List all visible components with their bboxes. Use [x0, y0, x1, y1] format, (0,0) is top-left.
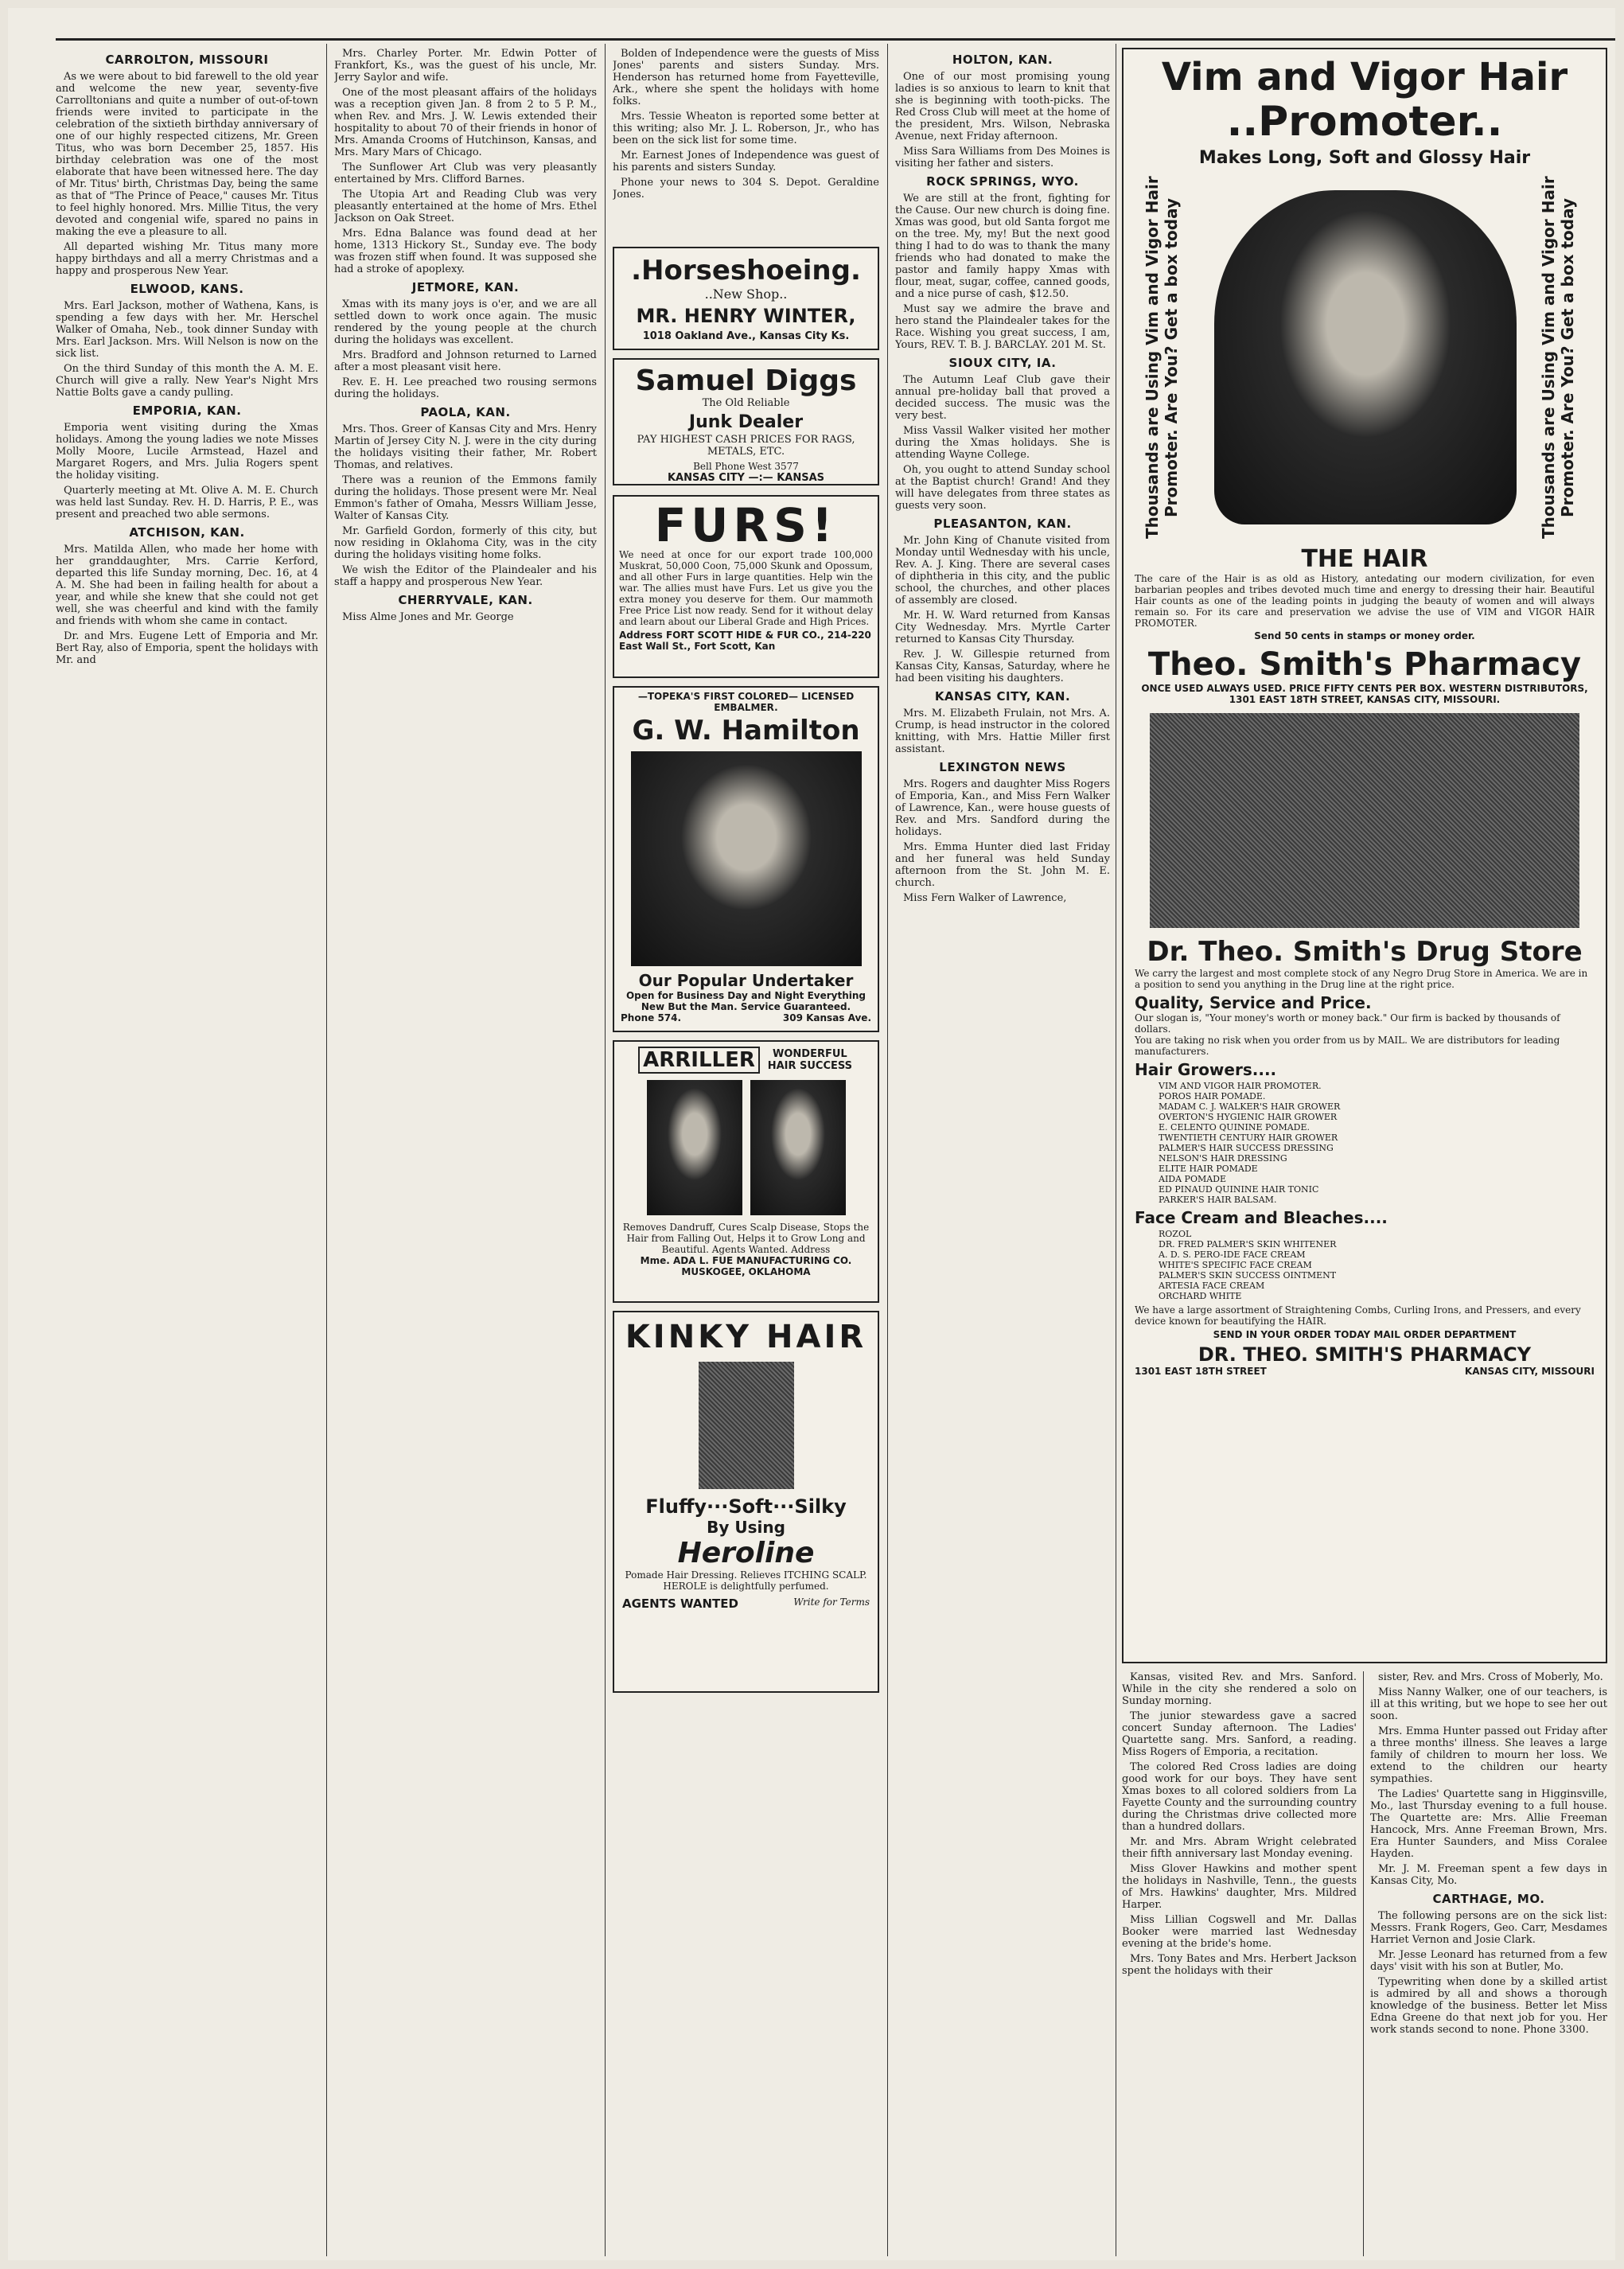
- ad-address: Address FORT SCOTT HIDE & FUR CO., 214-220 East Wall St., Fort Scott, Kan: [619, 630, 871, 652]
- product-list-item: ARTESIA FACE CREAM: [1159, 1281, 1265, 1291]
- article-text: Mrs. Rogers and daughter Miss Rogers of Emporia, Kan., and Miss Fern Walker of Lawrence, Kan., were house guests of Rev. and Mrs. Sandford during the holidays.: [895, 778, 1110, 838]
- furs-ad: [613, 495, 879, 678]
- samuel-diggs-ad: [613, 358, 879, 485]
- product-list-item: VIM AND VIGOR HAIR PROMOTER.: [1159, 1081, 1322, 1091]
- product-list-item: POROS HAIR POMADE.: [1159, 1091, 1266, 1101]
- article-text: The junior stewardess gave a sacred concert Sunday afternoon. The Ladies' Quartette sang. Mrs. Sanford, a reading. Miss Rogers of Emporia, a recitation.: [1122, 1710, 1357, 1758]
- product-list-item: PALMER'S SKIN SUCCESS OINTMENT: [1159, 1270, 1337, 1281]
- column-6: [1370, 1671, 1607, 2252]
- ad-city: KANSAS CITY —:— KANSAS: [667, 472, 825, 484]
- product-list-item: WHITE'S SPECIFIC FACE CREAM: [1159, 1260, 1312, 1270]
- article-text: As we were about to bid farewell to the old year and welcome the new year, seventy-five Carrolltonians and quite a number of out-of-town friends were invited to participate in the celebration of the sixtieth birthday anniversary of one of our highly respected citizens, Mr. Green Titus, who was born December 25, 1857. His birthday celebration was one of the most elaborate that have been witnessed here. The day of Mr. Titus' birth, Christmas Day, being the same as that of "The Prince of Peace," causes Mr. Titus to feel highly honored. Mrs. Millie Titus, the very devoted and congenial wife, spared no pains in making the eve a pleasure to all.: [56, 71, 318, 238]
- ad-subtitle: Makes Long, Soft and Glossy Hair: [1198, 148, 1531, 168]
- drug-store-interior-photo: [1150, 713, 1579, 928]
- ad-company: Mme. ADA L. FUE MANUFACTURING CO.: [640, 1255, 852, 1266]
- heading-emporia: EMPORIA, KAN.: [132, 404, 242, 418]
- article-text: Mrs. Emma Hunter passed out Friday after a three months' illness. She leaves a large family of children to mourn her loss. We extend to the children our hearty sympathies.: [1370, 1725, 1607, 1785]
- heading-paola: PAOLA, KAN.: [420, 405, 511, 419]
- drugstore-footer: DR. THEO. SMITH'S PHARMACY: [1198, 1343, 1532, 1366]
- heading-carthage: CARTHAGE, MO.: [1432, 1892, 1545, 1906]
- ad-product: Heroline: [677, 1537, 815, 1569]
- ad-brand: KINKY HAIR: [625, 1319, 867, 1355]
- ad-line: ..New Shop..: [704, 287, 788, 302]
- product-list-item: TWENTIETH CENTURY HAIR GROWER: [1159, 1133, 1338, 1143]
- ad-write: Write for Terms: [793, 1596, 870, 1608]
- ad-title: Samuel Diggs: [635, 365, 857, 397]
- article-text: Mrs. Emma Hunter died last Friday and her funeral was held Sunday afternoon from the St. John M. E. church.: [895, 841, 1110, 889]
- top-rule: [56, 38, 1615, 41]
- ad-tagline: Fluffy···Soft···Silky: [645, 1495, 847, 1518]
- kinky-hair-heroline-ad: [613, 1311, 879, 1693]
- drugstore-address: 1301 EAST 18TH STREET: [1135, 1366, 1267, 1377]
- article-text: Mrs. Bradford and Johnson returned to Larned after a most pleasant visit here.: [334, 349, 597, 373]
- article-text: Mrs. Thos. Greer of Kansas City and Mrs. Henry Martin of Jersey City N. J. were in the city during the holidays visiting their father, Mr. Robert Thomas, and relatives.: [334, 423, 597, 471]
- article-text: Mrs. Charley Porter. Mr. Edwin Potter of Frankfort, Ks., was the guest of his uncle, Mr. Jerry Saylor and wife.: [334, 48, 597, 84]
- product-list-item: AIDA POMADE: [1159, 1174, 1227, 1184]
- article-text: The colored Red Cross ladies are doing good work for our boys. They have sent Xmas boxes to all colored soldiers from La Fayette County and the surrounding country during the Christmas drive collected more than a hundred dollars.: [1122, 1761, 1357, 1833]
- article-text: One of our most promising young ladies is so anxious to learn to knit that she is beginning with tooth-picks. The Red Cross Club will meet at the home of the president, Mrs. Wilson, Nebraska Avenue, next Friday afternoon.: [895, 71, 1110, 142]
- article-text: All departed wishing Mr. Titus many more happy birthdays and all a merry Christmas and a happy and prosperous New Year.: [56, 241, 318, 277]
- ad-title: .Horseshoeing.: [631, 255, 861, 287]
- article-text: Mrs. Earl Jackson, mother of Wathena, Kans, is spending a few days with her. Mr. Herschel Walker of Omaha, Neb., took dinner Sunday with Mrs. Earl Jackson. Mrs. Will Nelson is now on the sick list.: [56, 300, 318, 360]
- article-text: Mr. Jesse Leonard has returned from a few days' visit with his son at Butler, Mo.: [1370, 1949, 1607, 1973]
- ad-line: PAY HIGHEST CASH PRICES FOR RAGS, METALS, ETC.: [637, 434, 855, 458]
- heading-rock-springs: ROCK SPRINGS, WYO.: [926, 174, 1079, 189]
- article-text: The Sunflower Art Club was very pleasantly entertained by Mrs. Clifford Barnes.: [334, 162, 597, 185]
- heading-pleasanton: PLEASANTON, KAN.: [933, 517, 1072, 531]
- side-slogan-right: Thousands are Using Vim and Vigor Hair Promoter. Are You? Get a box today: [1539, 176, 1577, 539]
- article-text: Miss Lillian Cogswell and Mr. Dallas Booker were married last Wednesday evening at the bride's home.: [1122, 1914, 1357, 1950]
- column-1: [56, 48, 318, 2252]
- article-text: The Utopia Art and Reading Club was very pleasantly entertained at the home of Mrs. Ethel Jackson on Oak Street.: [334, 189, 597, 224]
- article-text: Mrs. Tessie Wheaton is reported some better at this writing; also Mr. J. L. Roberson, Jr., who has been on the sick list for some time.: [613, 111, 879, 146]
- ad-brand: ARRILLER: [638, 1047, 760, 1074]
- heading-lexington: LEXINGTON NEWS: [939, 760, 1066, 774]
- article-text: Rev. J. W. Gillespie returned from Kansas City, Kansas, Saturday, where he had been visiting his daughters.: [895, 649, 1110, 684]
- article-text: Mr. Earnest Jones of Independence was guest of his parents and sisters Sunday.: [613, 150, 879, 173]
- article-text: Miss Nanny Walker, one of our teachers, is ill at this writing, but we hope to see her out soon.: [1370, 1686, 1607, 1722]
- article-text: Typewriting when done by a skilled artist is admired by all and shows a thorough knowledge of the business. Better let Miss Edna Greene do that next job for you. Her work stands second to none. Phone 3300.: [1370, 1976, 1607, 2036]
- article-text: Emporia went visiting during the Xmas holidays. Among the young ladies we note Misses Molly Moore, Lucile Armstead, Hazel and Margaret Rogers, and Mrs. Julia Rogers spent the holiday visiting.: [56, 422, 318, 481]
- heading-kansas-city: KANSAS CITY, KAN.: [934, 689, 1071, 704]
- drugstore-qsp: Quality, Service and Price.: [1135, 993, 1372, 1012]
- article-text: Bolden of Independence were the guests of Miss Jones' parents and sisters Sunday. Mrs. Henderson has returned home from Fayetteville, Ark., where she spent the holidays with home folks.: [613, 48, 879, 107]
- drugstore-mail: You are taking no risk when you order from us by MAIL. We are distributors for leading manufacturers.: [1135, 1035, 1560, 1057]
- ariller-hair-ad: [613, 1040, 879, 1303]
- heading-cherryvale: CHERRYVALE, KAN.: [398, 593, 533, 607]
- horseshoeing-ad: [613, 247, 879, 350]
- column-5: [1122, 1671, 1357, 2252]
- article-text: Phone your news to 304 S. Depot. Geraldine Jones.: [613, 177, 879, 201]
- face-cream-heading: Face Cream and Bleaches....: [1135, 1208, 1388, 1227]
- hamilton-undertaker-ad: [613, 686, 879, 1032]
- article-text: One of the most pleasant affairs of the holidays was a reception given Jan. 8 from 2 to 5 P. M., when Rev. and Mrs. J. W. Lewis extended their hospitality to about 70 of their friends in honor of Mrs. Amanda Crooms of Hutchinson, Kansas, and Mrs. Mary Mars of Chicago.: [334, 87, 597, 158]
- product-list-item: A. D. S. PERO-IDE FACE CREAM: [1159, 1250, 1306, 1260]
- ad-body: The care of the Hair is as old as History, antedating our modern civilization, for even barbarian peoples and tribes devoted much time and energy to dressing their hair. Beautiful Hair counts as one of the leading points in judging the beauty of women and will always remain so. For its care and preservation we advise the use of VIM and VIGOR HAIR PROMOTER.: [1135, 573, 1595, 629]
- article-text: Mrs. Matilda Allen, who made her home with her granddaughter, Mrs. Carrie Kerford, departed this life Sunday morning, Dec. 16, at 4 A. M. She had been in failing health for about a year, and while she knew that she could not get well, she was cheerful and kind with the family and friends with whom she came in contact.: [56, 544, 318, 627]
- article-text: There was a reunion of the Emmons family during the holidays. Those present were Mr. Neal Emmon's father of Omaha, Messrs William Jesse, Walter of Kansas City.: [334, 474, 597, 522]
- article-text: Mrs. Edna Balance was found dead at her home, 1313 Hickory St., Sunday eve. The body was frozen stiff when found. It was supposed she had a stroke of apoplexy.: [334, 228, 597, 275]
- article-text: Miss Fern Walker of Lawrence,: [903, 892, 1067, 904]
- pharmacy-name: Theo. Smith's Pharmacy: [1147, 646, 1582, 683]
- article-text: Miss Vassil Walker visited her mother during the Xmas holidays. She is attending Wayne College.: [895, 425, 1110, 461]
- product-list-item: PARKER'S HAIR BALSAM.: [1159, 1195, 1277, 1205]
- article-text: Mrs. M. Elizabeth Frulain, not Mrs. A. Crump, is head instructor in the colored knitting, with Mrs. Hattie Miller first assistant.: [895, 708, 1110, 755]
- article-text: Oh, you ought to attend Sunday school at the Baptist church! Grand! And they will have delegates from three states as guests very soon.: [895, 464, 1110, 512]
- column-divider: [605, 44, 606, 2256]
- product-list-item: MADAM C. J. WALKER'S HAIR GROWER: [1159, 1101, 1341, 1112]
- ad-name: G. W. Hamilton: [632, 715, 860, 747]
- heading-carrolton: CARROLTON, MISSOURI: [105, 53, 269, 67]
- article-text: Mrs. Tony Bates and Mrs. Herbert Jackson spent the holidays with their: [1122, 1953, 1357, 1977]
- ad-body: Pomade Hair Dressing. Relieves ITCHING SCALP. HEROLE is delightfully perfumed.: [625, 1569, 867, 1592]
- article-text: The Ladies' Quartette sang in Higginsville, Mo., last Thursday evening to a full house. The Quartette are: Mrs. Allie Freeman Hancock, Mrs. Anne Freeman Brown, Mrs. Era Hunter Saunders, and Miss Coralee Hayden.: [1370, 1788, 1607, 1860]
- article-text: On the third Sunday of this month the A. M. E. Church will give a rally. New Year's Night Mrs Nattie Bolts gave a candy pulling.: [56, 363, 318, 399]
- article-text: Rev. E. H. Lee preached two rousing sermons during the holidays.: [334, 376, 597, 400]
- ad-line: The Old Reliable: [702, 397, 790, 409]
- column-4: [895, 48, 1110, 2252]
- ad-top: —TOPEKA'S FIRST COLORED— LICENSED EMBALMER.: [637, 691, 855, 713]
- portrait-photo: [631, 751, 862, 966]
- drugstore-title: Dr. Theo. Smith's Drug Store: [1147, 936, 1583, 968]
- section-heading: THE HAIR: [1301, 545, 1428, 573]
- column-2: [334, 48, 597, 2252]
- article-text: Mr. John King of Chanute visited from Monday until Wednesday with his uncle, Rev. A. J. King. There are several cases of diphtheria in this city, and the public school, the churches, and other places of assembly are closed.: [895, 535, 1110, 606]
- ad-phone: Phone 574.: [621, 1012, 682, 1023]
- article-text: Must say we admire the brave and hero stand the Plaindealer takes for the Race. Wishing you great success, I am, Yours, REV. T. B. J. BARCLAY. 201 M. St.: [895, 303, 1110, 351]
- article-text: Dr. and Mrs. Eugene Lett of Emporia and Mr. Bert Ray, also of Emporia, spent the holidays with Mr. and: [56, 630, 318, 666]
- hair-growers-heading: Hair Growers....: [1135, 1060, 1277, 1079]
- ad-name: MR. HENRY WINTER,: [636, 305, 856, 327]
- column-divider: [887, 44, 888, 2256]
- article-text: sister, Rev. and Mrs. Cross of Moberly, Mo.: [1378, 1671, 1603, 1683]
- ad-title-2: ..Promoter..: [1226, 98, 1503, 146]
- drugstore-city: KANSAS CITY, MISSOURI: [1464, 1366, 1595, 1377]
- article-text: The following persons are on the sick list: Messrs. Frank Rogers, Geo. Carr, Mesdames Harriet Vernon and Josie Clark.: [1370, 1910, 1607, 1946]
- ad-title: FURS!: [654, 498, 838, 552]
- article-text: We are still at the front, fighting for the Cause. Our new church is doing fine. Xmas was good, but old Santa forgot me on the tree. My, my! But the next good thing I had to do was to thank the many friends who had donated to make the pastor and family happy Xmas with flour, meat, sugar, coffee, canned goods, and a nice purse of cash, $12.50.: [895, 193, 1110, 300]
- newspaper-page: [8, 8, 1615, 2260]
- drugstore-extra: We have a large assortment of Straightening Combs, Curling Irons, and Pressers, and every device known for beautifying the HAIR.: [1135, 1304, 1581, 1327]
- product-list-item: ROZOL: [1159, 1229, 1192, 1239]
- heading-elwood: ELWOOD, KANS.: [130, 282, 244, 296]
- ad-slogan: Our Popular Undertaker: [638, 971, 854, 990]
- ad-tag: WONDERFUL HAIR SUCCESS: [767, 1048, 853, 1072]
- article-text: Miss Alme Jones and Mr. George: [342, 611, 514, 623]
- drugstore-order: SEND IN YOUR ORDER TODAY MAIL ORDER DEPARTMENT: [1213, 1329, 1517, 1340]
- product-list-item: E. CELENTO QUININE POMADE.: [1159, 1122, 1310, 1133]
- article-text: Mr. Garfield Gordon, formerly of this city, but now residing in Oklahoma City, was in the city during the holidays visiting home folks.: [334, 525, 597, 561]
- drugstore-slogan: Our slogan is, "Your money's worth or money back." Our firm is backed by thousands of dollars.: [1135, 1012, 1560, 1035]
- product-list-item: ORCHARD WHITE: [1159, 1291, 1242, 1301]
- article-text: Kansas, visited Rev. and Mrs. Sanford. While in the city she rendered a solo on Sunday morning.: [1122, 1671, 1357, 1707]
- column-divider: [1363, 1671, 1364, 2256]
- article-text: Mr. and Mrs. Abram Wright celebrated their fifth anniversary last Monday evening.: [1122, 1836, 1357, 1860]
- heading-sioux-city: SIOUX CITY, IA.: [948, 356, 1057, 370]
- heading-holton: HOLTON, KAN.: [952, 53, 1053, 67]
- heading-jetmore: JETMORE, KAN.: [411, 280, 520, 294]
- ad-address: MUSKOGEE, OKLAHOMA: [681, 1266, 811, 1277]
- ad-body: Removes Dandruff, Cures Scalp Disease, Stops the Hair from Falling Out, Helps it to Grow Long and Beautiful. Agents Wanted. Address: [622, 1222, 870, 1255]
- hair-photo: [647, 1080, 742, 1215]
- ad-line: Junk Dealer: [688, 412, 804, 432]
- woman-long-hair-illustration: [1214, 190, 1517, 524]
- article-text: Quarterly meeting at Mt. Olive A. M. E. Church was held last Sunday. Rev. H. D. Harris, P. E., was present and preached two able sermons.: [56, 485, 318, 520]
- hair-photo: [750, 1080, 846, 1215]
- ad-address: 1018 Oakland Ave., Kansas City Ks.: [642, 330, 850, 342]
- side-slogan-left: Thousands are Using Vim and Vigor Hair Promoter. Are You? Get a box today: [1143, 176, 1181, 539]
- ad-by: By Using: [707, 1518, 785, 1537]
- ad-address: 309 Kansas Ave.: [782, 1012, 871, 1023]
- article-text: Miss Sara Williams from Des Moines is visiting her father and sisters.: [895, 146, 1110, 170]
- column-divider: [326, 44, 327, 2256]
- ad-phone: Bell Phone West 3577: [693, 461, 799, 472]
- product-list-item: DR. FRED PALMER'S SKIN WHITENER: [1159, 1239, 1337, 1250]
- pharmacy-line: ONCE USED ALWAYS USED. PRICE FIFTY CENTS PER BOX. WESTERN DISTRIBUTORS, 1301 EAST 18TH STREET, KANSAS CITY, MISSOURI.: [1141, 683, 1588, 705]
- article-text: Mr. H. W. Ward returned from Kansas City Wednesday. Mrs. Myrtle Carter returned to Kansas City Thursday.: [895, 610, 1110, 645]
- product-list-item: NELSON'S HAIR DRESSING: [1159, 1153, 1287, 1164]
- heading-atchison: ATCHISON, KAN.: [129, 525, 245, 540]
- article-text: We wish the Editor of the Plaindealer and his staff a happy and prosperous New Year.: [334, 564, 597, 588]
- vim-vigor-pharmacy-ad: [1122, 48, 1607, 1663]
- ad-title: Vim and Vigor Hair: [1161, 55, 1568, 99]
- product-list-item: ELITE HAIR POMADE: [1159, 1164, 1258, 1174]
- product-list-item: PALMER'S HAIR SUCCESS DRESSING: [1159, 1143, 1334, 1153]
- product-list-item: OVERTON'S HYGIENIC HAIR GROWER: [1159, 1112, 1338, 1122]
- column-3-text: [613, 48, 879, 239]
- hair-growers-list: [1159, 1081, 1595, 1205]
- drugstore-intro: We carry the largest and most complete stock of any Negro Drug Store in America. We are in a position to send you anything in the Drug line at the right price.: [1135, 968, 1588, 990]
- face-cream-list: [1159, 1229, 1595, 1301]
- article-text: Miss Glover Hawkins and mother spent the holidays in Nashville, Tenn., the guests of Mrs. Hawkins' daughter, Mrs. Mildred Harper.: [1122, 1863, 1357, 1911]
- article-text: Xmas with its many joys is o'er, and we are all settled down to work once again. The music rendered by the young people at the church during the holidays was excellent.: [334, 298, 597, 346]
- ad-body: Open for Business Day and Night Everything New But the Man. Service Guaranteed.: [625, 990, 867, 1012]
- article-text: Mr. J. M. Freeman spent a few days in Kansas City, Mo.: [1370, 1863, 1607, 1887]
- ad-send: Send 50 cents in stamps or money order.: [1254, 630, 1475, 641]
- ad-agents: AGENTS WANTED: [622, 1596, 738, 1611]
- ad-body: We need at once for our export trade 100,000 Muskrat, 50,000 Coon, 75,000 Skunk and Opossum, and all other Furs in large quantities. Help win the war. The allies must have Furs. Let us give you the extra money you deserve for them. Our mammoth Free Price List now ready. Send for it without delay and learn about our Liberal Grade and High Prices.: [619, 549, 873, 627]
- product-image: [699, 1362, 794, 1489]
- product-list-item: ED PINAUD QUININE HAIR TONIC: [1159, 1184, 1319, 1195]
- article-text: The Autumn Leaf Club gave their annual pre-holiday ball that proved a decided success. The music was the very best.: [895, 374, 1110, 422]
